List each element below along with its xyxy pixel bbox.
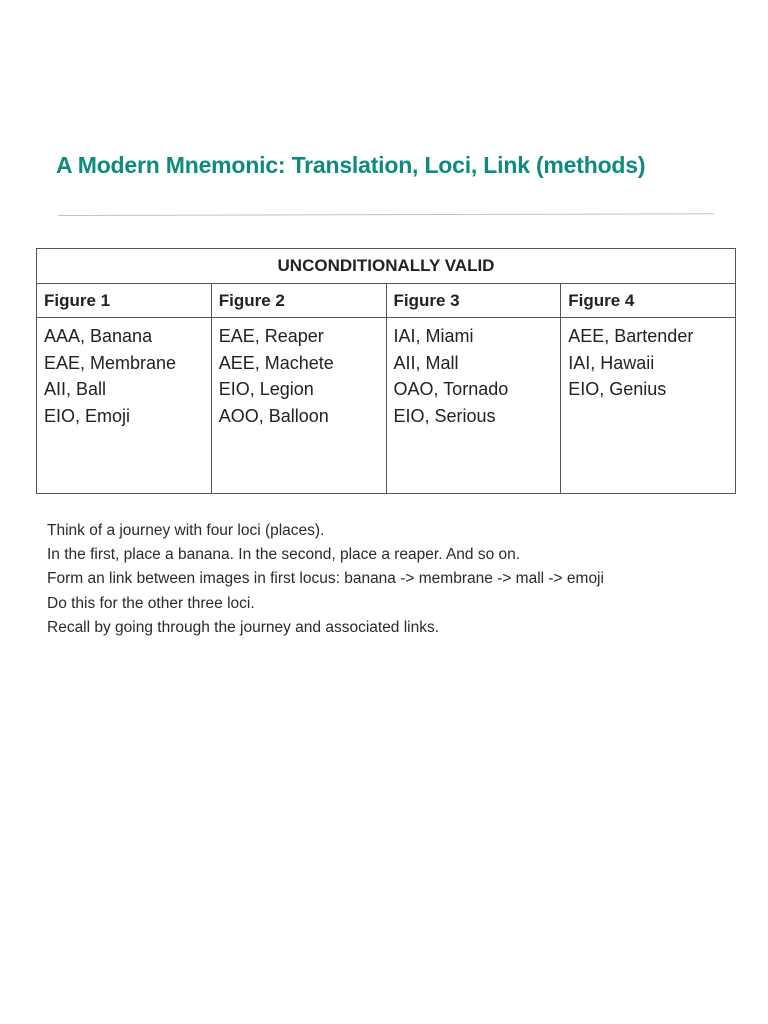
list-item: AII, Ball (44, 379, 107, 399)
syllogism-table (36, 248, 736, 494)
figure-4-list (568, 323, 728, 403)
list-item: AEE, Machete (218, 352, 334, 373)
figure-2-header: Figure 2 (211, 284, 386, 318)
list-item: EAE, Reaper (218, 326, 324, 346)
list-item: EIO, Legion (218, 379, 314, 399)
figure-1-cell (37, 318, 212, 494)
list-item: AEE, Bartender (568, 326, 694, 346)
instruction-line: Do this for the other three loci. (47, 594, 255, 612)
table-heading: UNCONDITIONALLY VALID (37, 249, 736, 284)
instruction-line: In the first, place a banana. In the second, place a reaper. And so on. (47, 546, 521, 564)
table-heading-row (37, 249, 736, 284)
figure-1-header: Figure 1 (37, 284, 212, 318)
slide-title: A Modern Mnemonic: Translation, Loci, Link (methods) (56, 152, 646, 178)
list-item: AII, Mall (393, 352, 459, 373)
list-item: IAI, Hawaii (568, 352, 655, 373)
figure-header-row (37, 284, 736, 318)
list-item: EIO, Emoji (44, 405, 131, 426)
figure-2-list (219, 323, 379, 429)
list-item: EIO, Serious (393, 405, 496, 426)
instructions-list (47, 519, 604, 640)
figure-4-header: Figure 4 (561, 284, 736, 318)
figure-3-list (394, 323, 554, 429)
figure-4-cell (561, 318, 736, 494)
list-item: OAO, Tornado (393, 379, 509, 399)
figure-2-cell (211, 318, 386, 494)
list-item: IAI, Miami (393, 326, 474, 346)
list-item: AAA, Banana (44, 326, 153, 346)
title-divider (58, 213, 714, 216)
figure-3-cell (386, 318, 561, 494)
figure-3-header: Figure 3 (386, 284, 561, 318)
figure-1-list (44, 323, 204, 429)
list-item: EIO, Genius (568, 379, 667, 399)
instruction-line: Think of a journey with four loci (places). (47, 522, 325, 539)
instruction-line: Form an link between images in first locus: banana -> membrane -> mall -> emoji (47, 570, 604, 588)
figure-content-row (37, 318, 736, 494)
list-item: EAE, Membrane (44, 352, 177, 373)
list-item: AOO, Balloon (218, 405, 329, 426)
instruction-line: Recall by going through the journey and associated links. (47, 618, 440, 636)
